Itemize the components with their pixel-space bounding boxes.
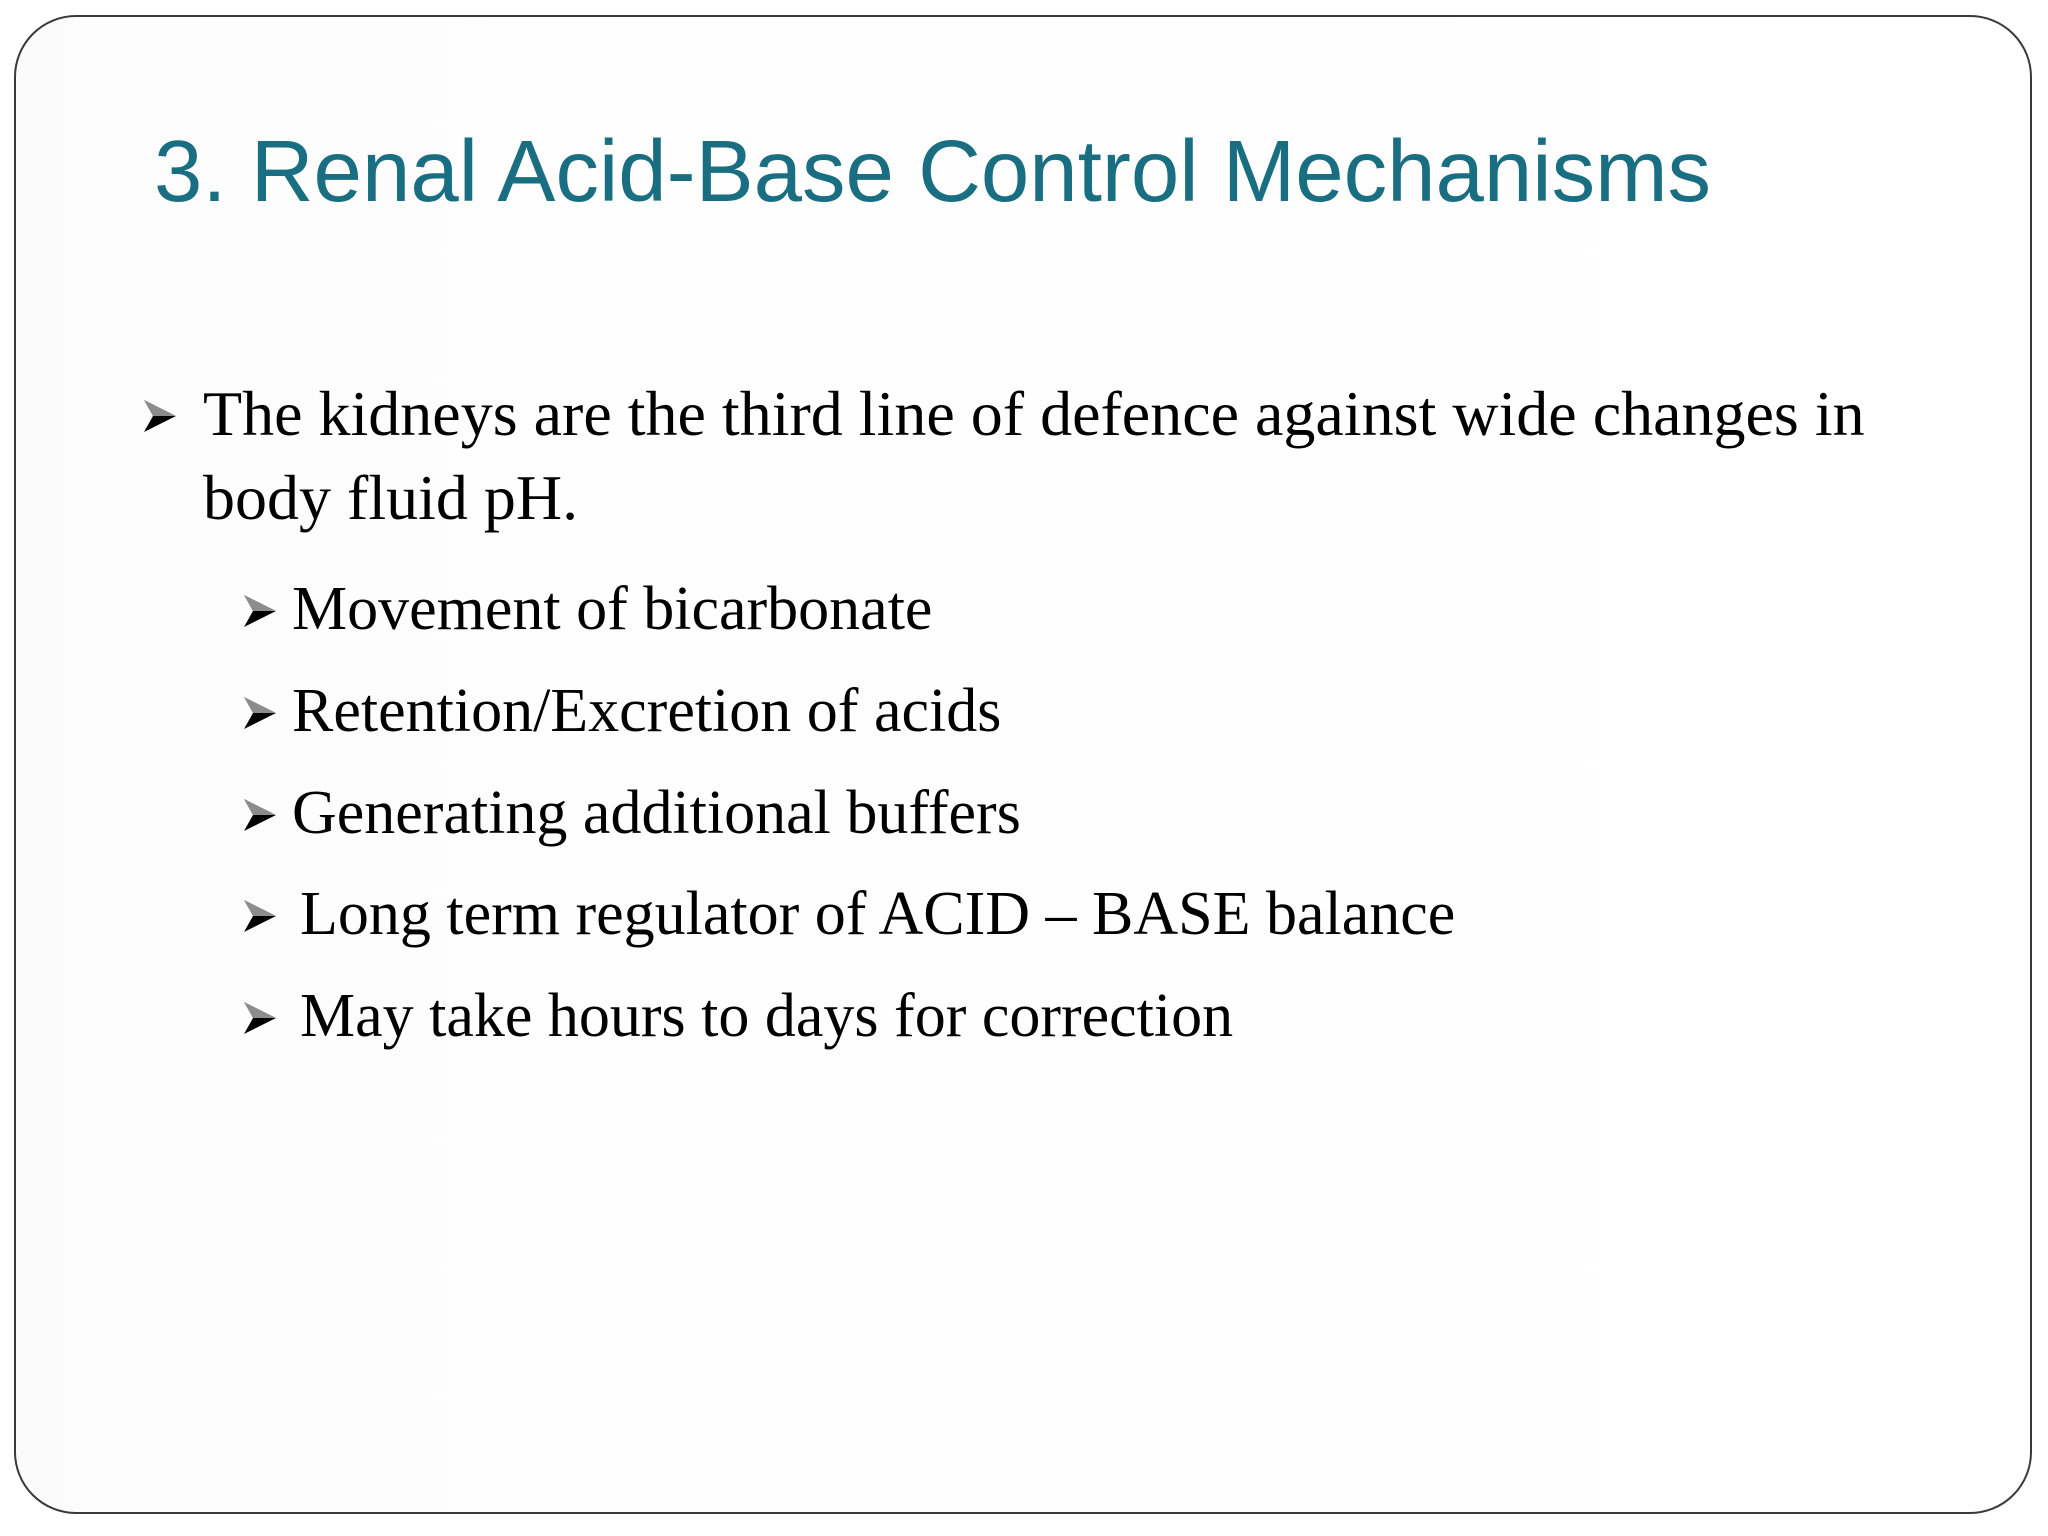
sub-bullet-text: Retention/Excretion of acids [292, 677, 1002, 745]
sub-bullet-text: Long term regulator of ACID – BASE balance [300, 880, 1456, 948]
sub-bullet-text: Generating additional buffers [292, 779, 1021, 847]
sub-bullet-5 [230, 976, 1930, 1056]
arrowhead-bullet-icon [242, 593, 278, 629]
sub-bullet-1 [230, 569, 1930, 649]
sub-bullet-2 [230, 671, 1930, 751]
sub-bullet-4 [230, 874, 1930, 954]
arrowhead-bullet-icon [242, 695, 278, 731]
arrowhead-bullet-icon [142, 398, 178, 434]
sub-bullet-text: May take hours to days for correction [300, 982, 1234, 1050]
sub-bullet-text: Movement of bicarbonate [292, 575, 933, 643]
arrowhead-bullet-icon [242, 1000, 278, 1036]
slide-frame [14, 15, 2032, 1514]
arrowhead-bullet-icon [242, 898, 278, 934]
sub-bullet-3 [230, 773, 1930, 853]
main-bullet-text: The kidneys are the third line of defence against wide changes in body fluid pH. [203, 378, 1865, 533]
arrowhead-bullet-icon [242, 797, 278, 833]
slide-title: 3. Renal Acid-Base Control Mechanisms [154, 123, 1712, 220]
main-bullet [127, 372, 1927, 540]
